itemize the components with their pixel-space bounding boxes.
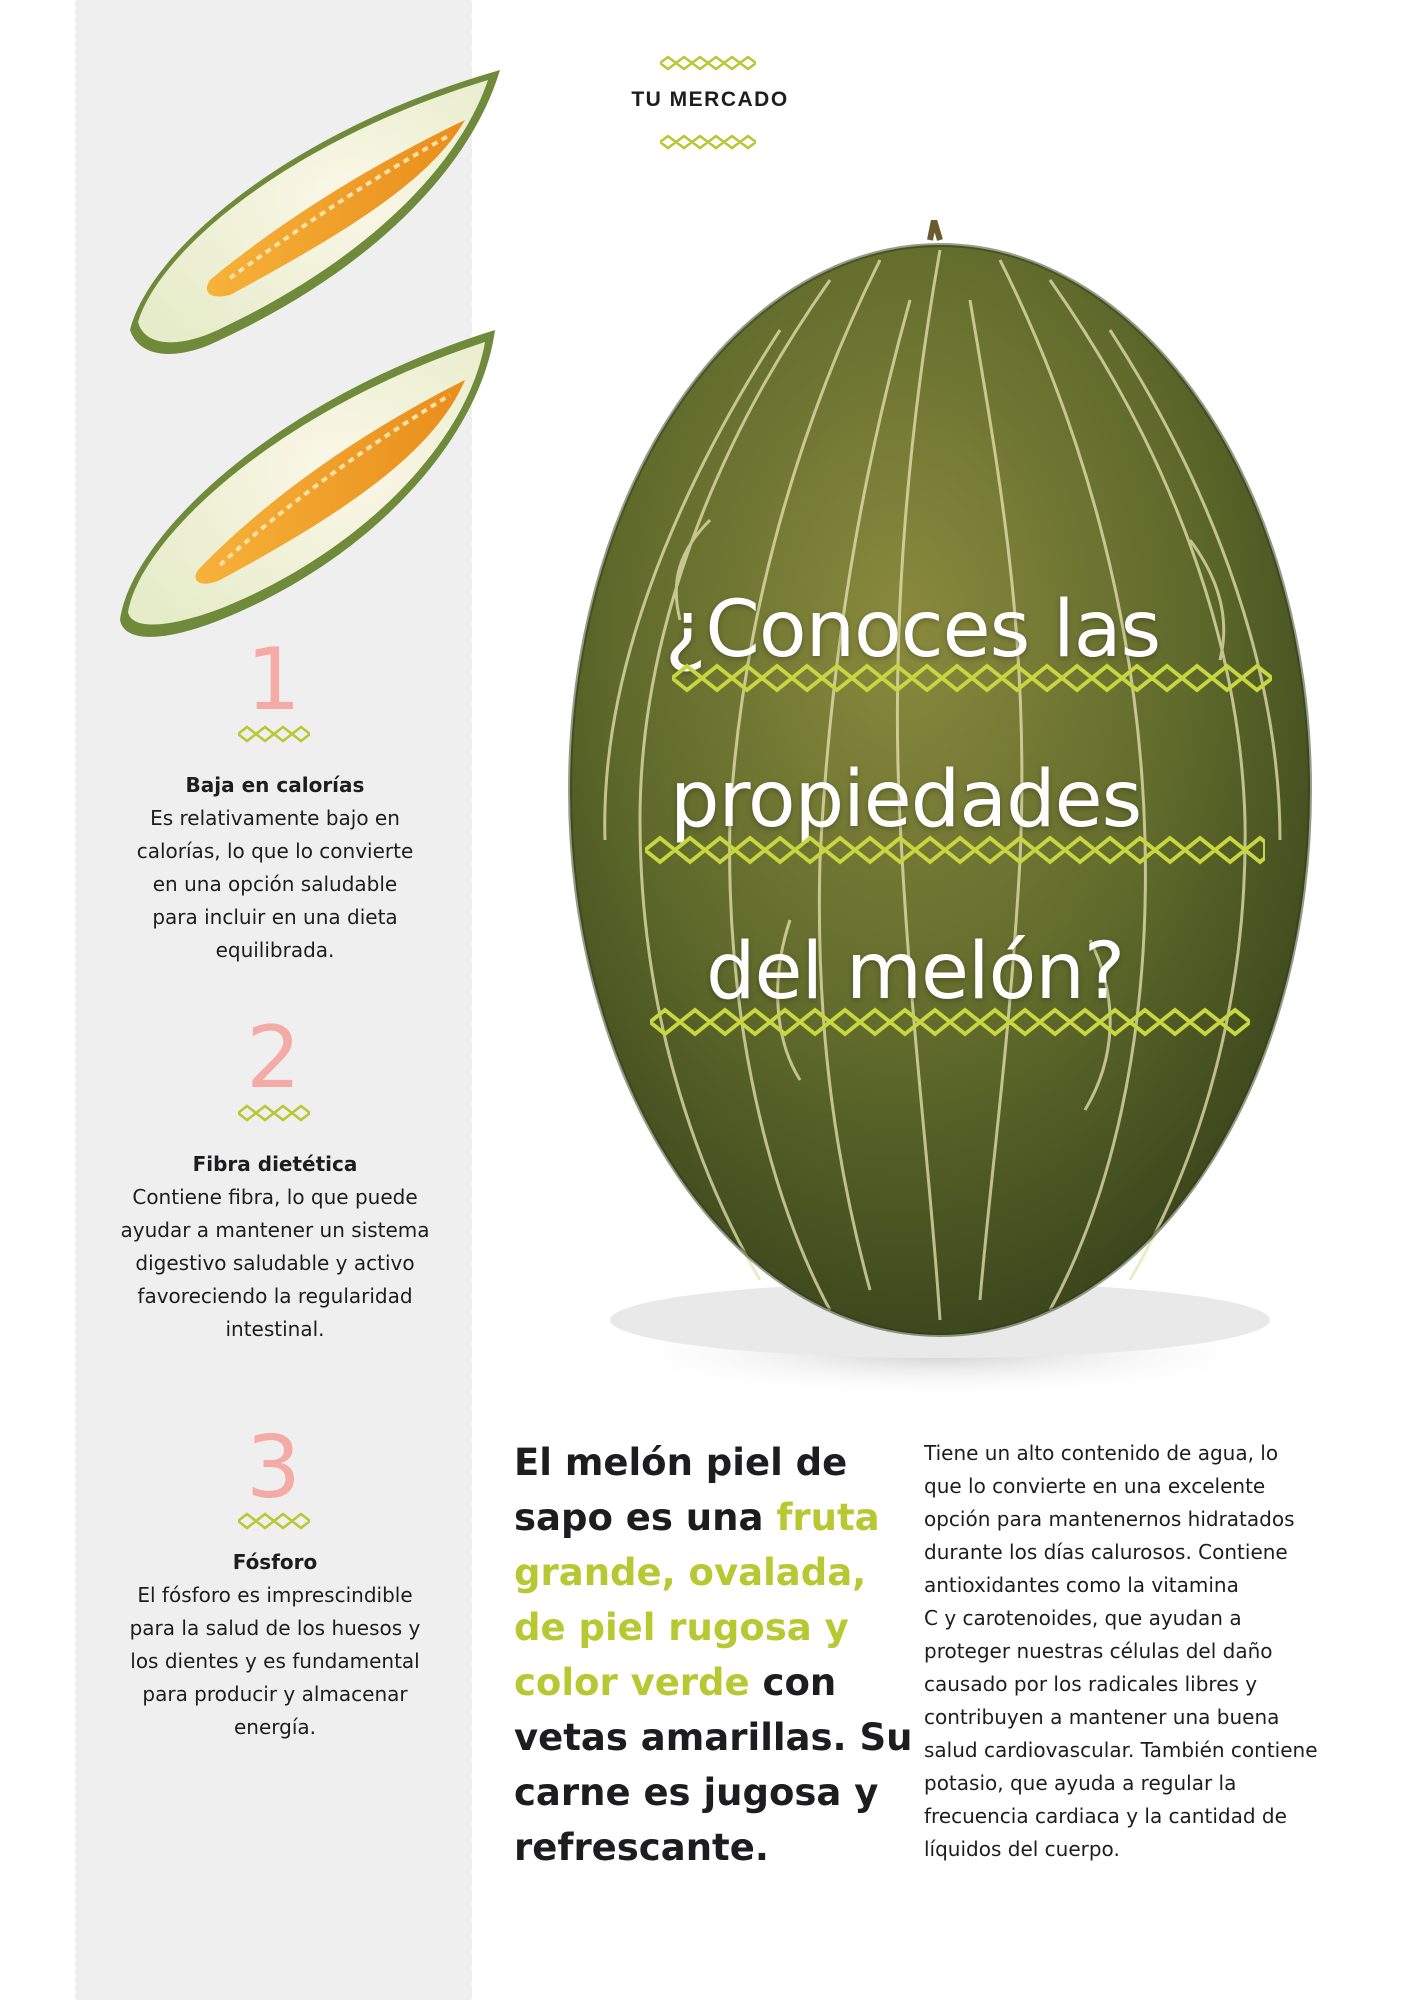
lead-highlight: grande, ovalada, bbox=[514, 1551, 867, 1594]
body-line: frecuencia cardiaca y la cantidad de bbox=[924, 1804, 1287, 1828]
lead-text: sapo es una bbox=[514, 1496, 777, 1539]
body-line: opción para mantenernos hidratados bbox=[924, 1507, 1295, 1531]
item-3-line: El fósforo es imprescindible bbox=[137, 1583, 413, 1607]
item-3-line: energía. bbox=[233, 1715, 317, 1739]
item-text-3 bbox=[95, 1579, 455, 1744]
item-2-line: favoreciendo la regularidad bbox=[137, 1284, 413, 1308]
body-line: durante los días calurosos. Contiene bbox=[924, 1540, 1288, 1564]
item-heading-3: Fósforo bbox=[232, 1550, 318, 1574]
item-text-2 bbox=[95, 1181, 455, 1346]
item-1-line: equilibrada. bbox=[215, 938, 335, 962]
item-text-1 bbox=[95, 802, 455, 967]
lead-highlight: de piel rugosa y bbox=[514, 1606, 849, 1649]
body-line: salud cardiovascular. También contiene bbox=[924, 1738, 1318, 1762]
item-2-line: digestivo saludable y activo bbox=[135, 1251, 415, 1275]
item-1-line: para incluir en una dieta bbox=[152, 905, 398, 929]
body-line: Tiene un alto contenido de agua, lo bbox=[924, 1441, 1279, 1465]
lead-line: refrescante. bbox=[514, 1826, 769, 1869]
header-diamond-border-top bbox=[660, 54, 756, 72]
item-number-3: 3 bbox=[246, 1418, 301, 1518]
lead-highlight: fruta bbox=[776, 1496, 880, 1539]
melon-slices-image bbox=[110, 60, 510, 640]
body-line: causado por los radicales libres y bbox=[924, 1672, 1258, 1696]
body-line: C y carotenoides, que ayudan a bbox=[924, 1606, 1242, 1630]
item-1-line: Es relativamente bajo en bbox=[150, 806, 400, 830]
item-diamonds-2 bbox=[238, 1104, 310, 1122]
item-heading-2: Fibra dietética bbox=[192, 1152, 358, 1176]
item-number-2: 2 bbox=[246, 1008, 301, 1108]
lead-line bbox=[514, 1490, 914, 1545]
lead-highlight: color verde bbox=[514, 1661, 750, 1704]
section-label: TU MERCADO bbox=[631, 88, 789, 111]
item-3-line: para la salud de los huesos y bbox=[129, 1616, 421, 1640]
title-underline-1 bbox=[672, 660, 1272, 696]
item-diamonds-1 bbox=[238, 725, 310, 743]
item-1-line: en una opción saludable bbox=[152, 872, 398, 896]
title-line-1: ¿Conoces las bbox=[665, 585, 1161, 675]
lead-paragraph bbox=[514, 1435, 914, 1875]
lead-line: carne es jugosa y bbox=[514, 1771, 879, 1814]
item-3-line: para producir y almacenar bbox=[142, 1682, 408, 1706]
item-diamonds-3 bbox=[238, 1512, 310, 1530]
title-line-3: del melón? bbox=[706, 927, 1125, 1017]
body-line: líquidos del cuerpo. bbox=[924, 1837, 1120, 1861]
body-line: antioxidantes como la vitamina bbox=[924, 1573, 1239, 1597]
item-number-1: 1 bbox=[246, 630, 301, 730]
item-2-line: intestinal. bbox=[225, 1317, 325, 1341]
body-line: potasio, que ayuda a regular la bbox=[924, 1771, 1237, 1795]
zigzag-edge-left bbox=[70, 0, 80, 2000]
item-3-line: los dientes y es fundamental bbox=[130, 1649, 420, 1673]
item-2-line: ayudar a mantener un sistema bbox=[120, 1218, 430, 1242]
title-underline-2 bbox=[645, 832, 1265, 868]
lead-text: con bbox=[749, 1661, 837, 1704]
lead-line: El melón piel de bbox=[514, 1441, 848, 1484]
title-line-2: propiedades bbox=[670, 755, 1142, 845]
item-heading-1: Baja en calorías bbox=[185, 773, 365, 797]
body-line: contribuyen a mantener una buena bbox=[924, 1705, 1280, 1729]
lead-line bbox=[514, 1655, 914, 1710]
body-line: que lo convierte en una excelente bbox=[924, 1474, 1266, 1498]
item-2-line: Contiene fibra, lo que puede bbox=[132, 1185, 418, 1209]
body-line: proteger nuestras células del daño bbox=[924, 1639, 1273, 1663]
title-underline-3 bbox=[650, 1004, 1250, 1040]
item-1-line: calorías, lo que lo convierte bbox=[136, 839, 414, 863]
body-paragraph bbox=[924, 1437, 1344, 1866]
header-diamond-border-bottom bbox=[660, 133, 756, 151]
lead-line: vetas amarillas. Su bbox=[514, 1716, 913, 1759]
